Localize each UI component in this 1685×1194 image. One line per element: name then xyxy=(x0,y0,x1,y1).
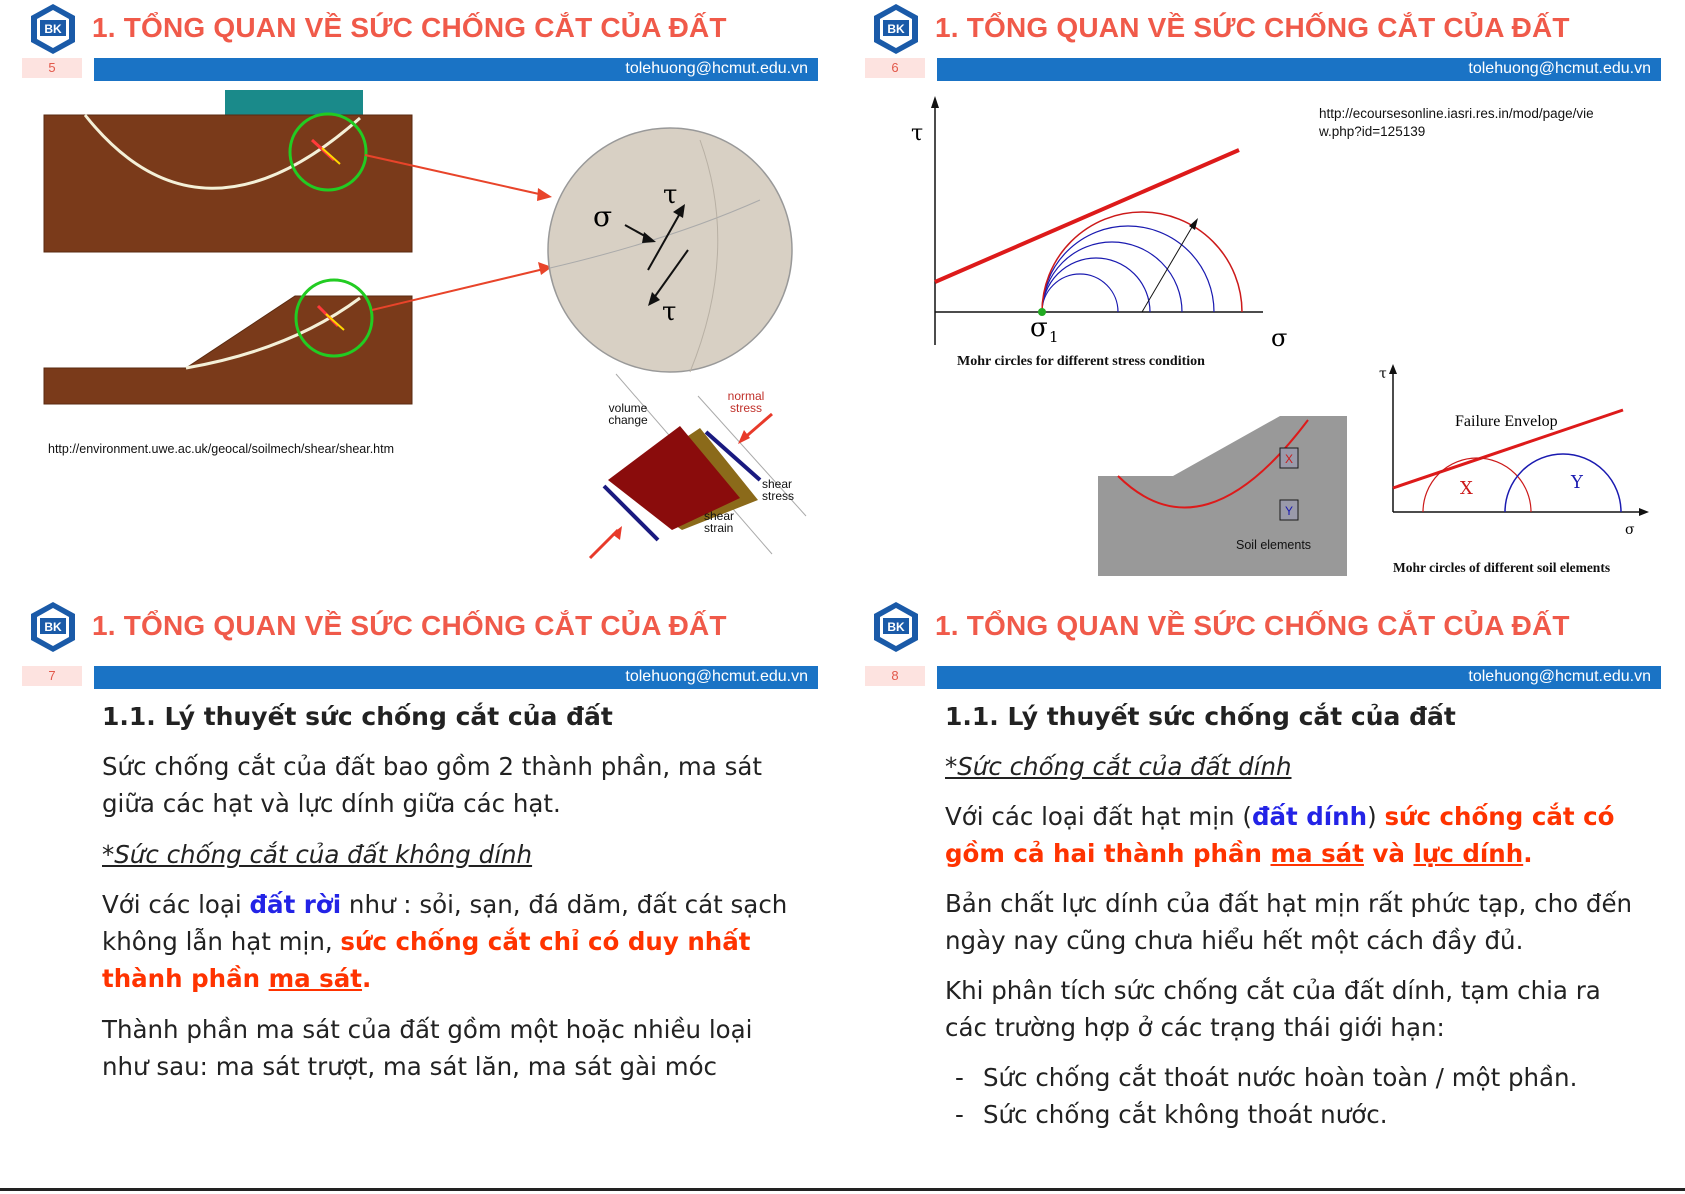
page-number: 8 xyxy=(865,666,925,686)
paragraph-3: Thành phần ma sát của đất gồm một hoặc nhiều loại như sau: ma sát trượt, ma sát lăn, ma sát gài móc xyxy=(102,1015,753,1081)
subheading: *Sức chống cắt của đất dính xyxy=(945,752,1292,781)
svg-text:BK: BK xyxy=(44,620,62,634)
paragraph-3: Khi phân tích sức chống cắt của đất dính, tạm chia ra các trường hợp ở các trạng thái giới hạn: xyxy=(945,976,1601,1042)
bk-logo-icon xyxy=(28,600,78,654)
slide-title: 1. TỔNG QUAN VỀ SỨC CHỐNG CẮT CỦA ĐẤT xyxy=(935,610,1570,641)
svg-text:Y: Y xyxy=(1571,472,1583,493)
svg-text:σ: σ xyxy=(593,200,613,233)
slide-8 xyxy=(843,598,1685,1194)
page-number: 7 xyxy=(22,666,82,686)
svg-text:X: X xyxy=(1284,452,1294,466)
svg-text:τ: τ xyxy=(1379,366,1387,382)
label-volume-change: volume change xyxy=(608,401,648,427)
paragraph-1: Với các loại đất hạt mịn (đất dính) sức chống cắt có gồm cả hai thành phần ma sát và lực dính. xyxy=(945,802,1615,868)
svg-text:X: X xyxy=(1460,478,1473,499)
source-url[interactable]: http://environment.uwe.ac.uk/geocal/soilmech/shear/shear.htm xyxy=(48,442,395,456)
email: tolehuong@hcmut.edu.vn xyxy=(1468,60,1651,77)
svg-text:σ: σ xyxy=(1030,313,1048,343)
header-bar xyxy=(937,666,1661,689)
email: tolehuong@hcmut.edu.vn xyxy=(1468,668,1651,685)
svg-text:σ: σ xyxy=(1271,324,1288,352)
mohr-circles-diagram xyxy=(843,0,1685,596)
slide-title: 1. TỔNG QUAN VỀ SỨC CHỐNG CẮT CỦA ĐẤT xyxy=(92,610,727,641)
svg-text:τ: τ xyxy=(663,180,678,210)
paragraph-2: Bản chất lực dính của đất hạt mịn rất phức tạp, cho đến ngày nay cũng chưa hiểu hết một cách đầy đủ. xyxy=(945,889,1633,955)
slope-failure-diagram xyxy=(0,0,842,596)
svg-text:Y: Y xyxy=(1284,504,1294,518)
svg-text:BK: BK xyxy=(887,620,905,634)
header-bar xyxy=(94,666,818,689)
svg-text:BK: BK xyxy=(887,22,905,36)
mohr-caption: Mohr circles for different stress condition xyxy=(957,354,1205,369)
slide-title: 1. TỔNG QUAN VỀ SỨC CHỐNG CẮT CỦA ĐẤT xyxy=(92,12,727,43)
soil-elements-label: Soil elements xyxy=(1236,538,1312,552)
svg-text:τ: τ xyxy=(911,121,924,146)
slide-5 xyxy=(0,0,842,596)
section-heading: 1.1. Lý thuyết sức chống cắt của đất xyxy=(102,702,613,731)
page-number: 5 xyxy=(22,58,82,78)
bottom-divider xyxy=(0,1188,1685,1191)
paragraph-2: Với các loại đất rời như : sỏi, sạn, đá dăm, đất cát sạch không lẫn hạt mịn, sức chống cắt chỉ có duy nhất thành phần ma sát. xyxy=(102,890,788,993)
svg-text:Failure Envelop: Failure Envelop xyxy=(1455,413,1558,430)
bullet-1: - Sức chống cắt thoát nước hoàn toàn / một phần. xyxy=(955,1063,1578,1092)
label-normal-stress: normal stress xyxy=(727,389,765,415)
email: tolehuong@hcmut.edu.vn xyxy=(625,668,808,685)
label-shear-strain: shear strain xyxy=(704,509,735,535)
bullet-2: - Sức chống cắt không thoát nước. xyxy=(955,1100,1388,1129)
page-number: 6 xyxy=(865,58,925,78)
bk-logo-icon xyxy=(871,600,921,654)
paragraph-1: Sức chống cắt của đất bao gồm 2 thành phần, ma sát giữa các hạt và lực dính giữa các hạt. xyxy=(102,752,762,818)
slide-7 xyxy=(0,598,842,1194)
svg-text:1: 1 xyxy=(1049,328,1059,346)
section-heading: 1.1. Lý thuyết sức chống cắt của đất xyxy=(945,702,1456,731)
svg-text:σ: σ xyxy=(1625,522,1635,538)
label-shear-stress: shear stress xyxy=(762,477,795,503)
slide-title: 1. TỔNG QUAN VỀ SỨC CHỐNG CẮT CỦA ĐẤT xyxy=(935,12,1570,43)
source-url-line1[interactable]: http://ecoursesonline.iasri.res.in/mod/page/vie xyxy=(1319,106,1594,121)
slide-6 xyxy=(843,0,1685,596)
svg-text:BK: BK xyxy=(44,22,62,36)
svg-text:τ: τ xyxy=(662,297,677,327)
source-url-line2[interactable]: w.php?id=125139 xyxy=(1319,124,1426,139)
mohr-soil-caption: Mohr circles of different soil elements xyxy=(1393,560,1611,575)
subheading: *Sức chống cắt của đất không dính xyxy=(102,840,533,869)
email: tolehuong@hcmut.edu.vn xyxy=(625,60,808,77)
